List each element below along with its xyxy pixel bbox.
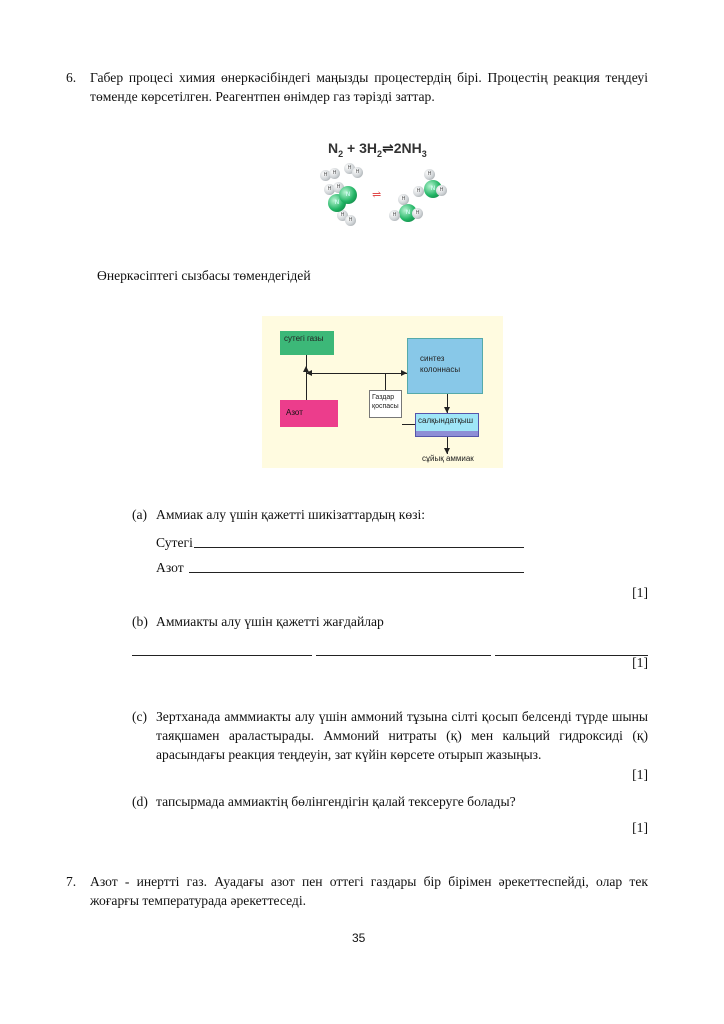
arrow-feed-line [306, 373, 407, 374]
diagram-caption: Өнеркәсіптегі сызбасы төмендегідей [97, 268, 311, 283]
question-6-number: 6. [66, 70, 77, 85]
arrow-recycle-up [385, 373, 386, 390]
h-atom-icon: H [333, 182, 344, 193]
synthesis-column-box: синтез колоннасы [407, 338, 483, 394]
question-7-text: Азот - инертті газ. Ауадағы азот пен оттегі газдары бір бірімен әрекеттеспейді, олар тек жоғарғы температурада әрекеттеседі. [90, 874, 648, 908]
conditions-answer-line-2[interactable] [316, 655, 491, 656]
reaction-figure [300, 138, 450, 230]
part-a-text: Аммиак алу үшін қажетті шикізаттардың көзі: [156, 507, 426, 522]
part-b-text: Аммиакты алу үшін қажетті жағдайлар [156, 614, 384, 629]
arrow-down-icon [444, 407, 450, 413]
part-b-mark: [1] [632, 655, 648, 670]
part-d-text: тапсырмада аммиактің бөлінгендігін қалай тексеруге болады? [156, 794, 516, 809]
h-atom-icon: H [389, 210, 400, 221]
gas-mixture-box: Газдар қоспасы [369, 390, 402, 418]
liquid-ammonia-label: сұйық аммиак [422, 454, 474, 463]
reaction-equation: $N_2$ + $3H_2\rightleftharpoons 2NH_3$ [328, 140, 427, 159]
reaction-arrows-icon: ⇌ [372, 189, 382, 201]
question-6-intro: Габер процесі химия өнеркәсібіндегі маңызды процестердің бірі. Процестің реакция теңдеуі төменде көрсетілген. Реагентпен өнімдер газ тәрізді заттар. [90, 70, 648, 104]
page-number: 35 [352, 931, 366, 945]
h-atom-icon: H [412, 208, 423, 219]
nitrogen-box: Азот [280, 400, 338, 427]
arrow-cooler-to-mixer [402, 424, 415, 425]
n-atom-icon: N [328, 194, 346, 212]
h-atom-icon: H [345, 215, 356, 226]
h-atom-icon: H [344, 163, 355, 174]
hydrogen-source-label: Сутегі [156, 535, 193, 550]
hydrogen-gas-box: сутегі газы [280, 331, 334, 355]
part-b-label: (b) [132, 614, 148, 629]
nitrogen-source-label: Азот [156, 560, 184, 575]
part-d-label: (d) [132, 794, 148, 809]
arrow-left-icon [306, 370, 312, 376]
h-atom-icon: H [352, 167, 363, 178]
haber-process-diagram [262, 316, 503, 468]
nitrogen-answer-line[interactable] [189, 572, 524, 573]
n-atom-icon: N [424, 180, 442, 198]
part-a-label: (a) [132, 507, 148, 522]
cooler-band [416, 431, 478, 436]
n-atom-icon: N [399, 204, 417, 222]
part-a-mark: [1] [632, 585, 648, 600]
n-atom-icon: N [339, 186, 357, 204]
part-c-label: (c) [132, 709, 148, 724]
arrow-right-icon [401, 370, 407, 376]
hydrogen-answer-line[interactable] [194, 547, 524, 548]
question-7-number: 7. [66, 874, 77, 889]
h-atom-icon: H [329, 168, 340, 179]
h-atom-icon: H [337, 210, 348, 221]
h-atom-icon: H [413, 186, 424, 197]
arrow-nitrogen-to-junction [306, 355, 307, 400]
h-atom-icon: H [320, 170, 331, 181]
part-c-text: Зертханада амммиакты алу үшін аммоний тұзына сілті қосып белсенді түрде шыны таяқшамен араластырады. Аммоний нитраты (қ) мен кальций гидроксиді (қ) арасындағы реакция теңдеуін, зат күйін көрсете отырып жазыңыз. [156, 709, 648, 762]
cooler-box: салқындатқыш [415, 413, 479, 437]
part-d-mark: [1] [632, 820, 648, 835]
arrow-down-icon [444, 448, 450, 454]
h-atom-icon: H [436, 185, 447, 196]
h-atom-icon: H [424, 169, 435, 180]
h-atom-icon: H [398, 194, 409, 205]
part-c-mark: [1] [632, 767, 648, 782]
h-atom-icon: H [324, 184, 335, 195]
conditions-answer-line-1[interactable] [132, 655, 312, 656]
equilibrium-arrow-icon: ⇌ [382, 140, 394, 156]
